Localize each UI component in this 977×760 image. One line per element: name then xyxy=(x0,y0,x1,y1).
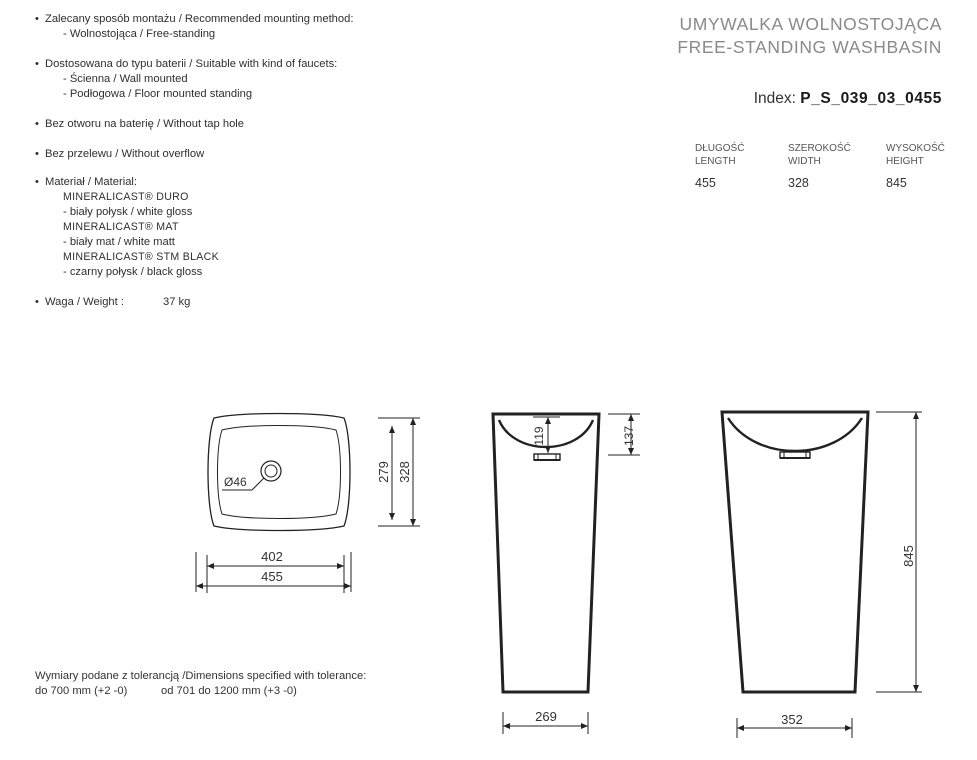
inner-depth-label: 279 xyxy=(376,461,391,483)
faucet-label: Dostosowana do typu baterii / Suitable with kind of faucets: xyxy=(45,58,338,70)
tolerance-note: Wymiary podane z tolerancją /Dimensions specified with tolerance: do 700 mm (+2 -0) od 701 do 1200 mm (+3 -0) xyxy=(35,670,367,697)
dimension-length: DŁUGOŚĆ LENGTH 455 xyxy=(695,143,745,190)
drain-diameter-label: Ø46 xyxy=(224,475,247,489)
side-view xyxy=(493,414,640,734)
spec-tap-hole: • Bez otworu na baterię / Without tap hole xyxy=(35,118,245,130)
height-label: 845 xyxy=(901,545,916,567)
mounting-label: Zalecany sposób montażu / Recommended mounting method: xyxy=(45,13,354,25)
material-name: MINERALICAST® STM BLACK xyxy=(63,251,219,263)
faucet-floor: - Podłogowa / Floor mounted standing xyxy=(63,88,253,100)
material-name: MINERALICAST® MAT xyxy=(63,221,179,233)
spec-mounting: • Zalecany sposób montażu / Recommended mounting method: xyxy=(35,13,354,25)
dimension-value: 845 xyxy=(886,176,907,190)
tolerance-range-1: do 700 mm (+2 -0) xyxy=(35,685,128,697)
material-finish: - biały mat / white matt xyxy=(63,236,175,248)
material-finish: - czarny połysk / black gloss xyxy=(63,266,203,278)
dimension-value: 455 xyxy=(695,176,716,190)
spec-overflow: • Bez przelewu / Without overflow xyxy=(35,148,205,160)
product-title-pl: UMYWALKA WOLNOSTOJĄCA xyxy=(679,14,942,34)
material-name: MINERALICAST® DURO xyxy=(63,191,189,203)
index-label: Index: xyxy=(753,90,796,107)
bowl-depth-label: 119 xyxy=(532,426,546,446)
front-view xyxy=(722,412,922,738)
outer-width-label: 455 xyxy=(261,569,283,584)
dimension-value: 328 xyxy=(788,176,809,190)
spec-material: • Materiał / Material: xyxy=(35,176,138,188)
faucet-wall: - Ścienna / Wall mounted xyxy=(63,73,188,85)
top-view xyxy=(196,414,420,594)
front-base-width-label: 352 xyxy=(781,712,803,727)
product-title-en: FREE-STANDING WASHBASIN xyxy=(677,37,942,57)
outer-depth-label: 328 xyxy=(397,461,412,483)
spec-weight: • Waga / Weight : 37 kg xyxy=(35,296,191,308)
side-base-width-label: 269 xyxy=(535,709,557,724)
rim-depth-label: 137 xyxy=(622,425,636,447)
tolerance-range-2: od 701 do 1200 mm (+3 -0) xyxy=(161,685,297,697)
material-finish: - biały połysk / white gloss xyxy=(63,206,193,218)
index-value: P_S_039_03_0455 xyxy=(800,90,942,107)
dimension-width: SZEROKOŚĆ WIDTH 328 xyxy=(788,143,851,190)
spec-faucet: • Dostosowana do typu baterii / Suitable with kind of faucets: xyxy=(35,58,338,70)
inner-width-label: 402 xyxy=(261,549,283,564)
weight-value: 37 kg xyxy=(163,296,191,308)
mounting-value: - Wolnostojąca / Free-standing xyxy=(63,28,216,40)
dimension-height: WYSOKOŚĆ HEIGHT 845 xyxy=(886,143,945,190)
